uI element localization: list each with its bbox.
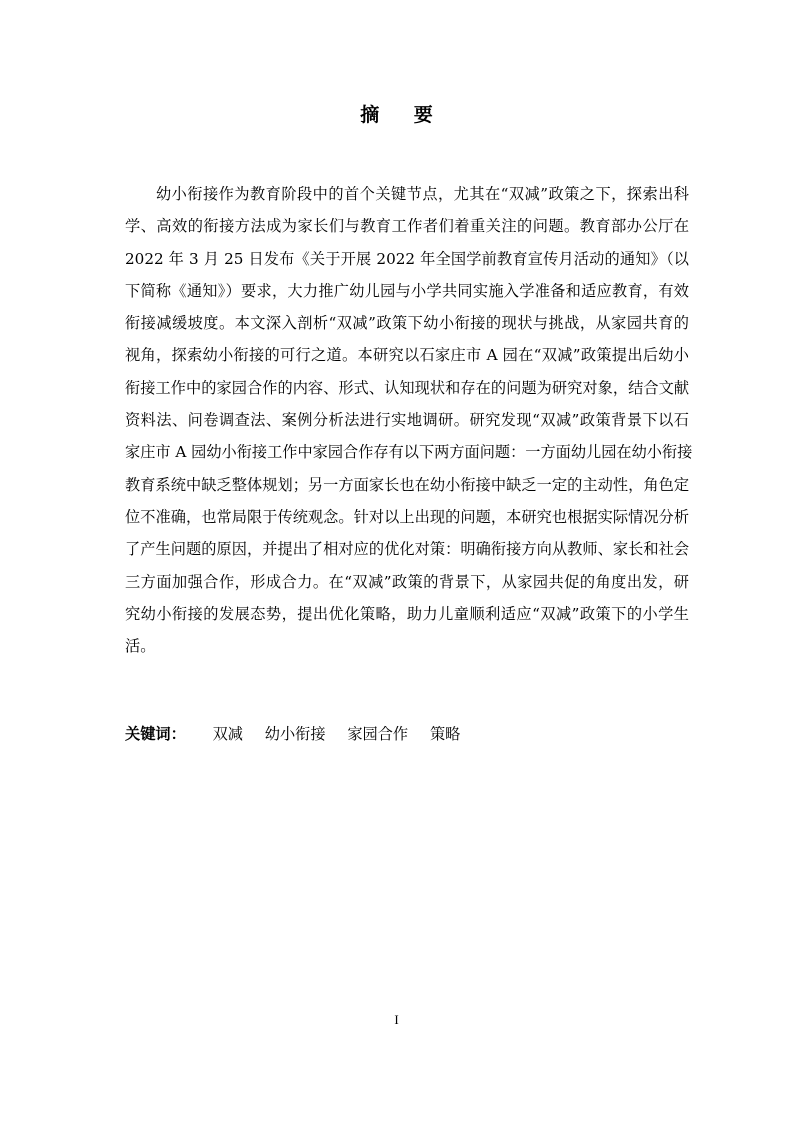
- abstract-line: 幼小衔接作为教育阶段中的首个关键节点，尤其在“双减”政策之下，探索出科: [156, 185, 689, 203]
- abstract-line: 活。: [125, 637, 156, 656]
- abstract-line: 三方面加强合作，形成合力。在“双减”政策的背景下，从家园共促的角度出发，研: [125, 572, 689, 591]
- abstract-title: 摘 要: [360, 104, 447, 126]
- abstract-line: 视角，探索幼小衔接的可行之道。本研究以石家庄市 A 园在“双减”政策提出后幼小: [125, 346, 689, 365]
- abstract-line: 了产生问题的原因，并提出了相对应的优化对策：明确衔接方向从教师、家长和社会: [125, 540, 689, 559]
- abstract-line: 位不准确，也常局限于传统观念。针对以上出现的问题，本研究也根据实际情况分析: [125, 507, 689, 526]
- abstract-line: 家庄市 A 园幼小衔接工作中家园合作存有以下两方面问题：一方面幼儿园在幼小衔接: [125, 443, 693, 462]
- abstract-line: 资料法、问卷调查法、案例分析法进行实地调研。研究发现“双减”政策背景下以石: [125, 411, 689, 430]
- abstract-line: 学、高效的衔接方法成为家长们与教育工作者们着重关注的问题。教育部办公厅在: [125, 217, 689, 236]
- abstract-line: 2022 年 3 月 25 日发布《关于开展 2022 年全国学前教育宣传月活动的通知》（以: [125, 249, 689, 268]
- keywords: [125, 720, 477, 748]
- abstract-line: 究幼小衔接的发展态势，提出优化策略，助力儿童顺利适应“双减”政策下的小学生: [125, 604, 689, 623]
- keyword-item: 幼小衔接: [264, 725, 326, 743]
- abstract-body: [125, 178, 693, 662]
- abstract-line: 衔接减缓坡度。本文深入剖析“双减”政策下幼小衔接的现状与挑战，从家园共育的: [125, 314, 689, 333]
- keywords-label: 关键词：: [125, 725, 186, 743]
- keyword-item: 家园合作: [347, 725, 409, 743]
- abstract-line: 衔接工作中的家园合作的内容、形式、认知现状和存在的问题为研究对象，结合文献: [125, 378, 689, 397]
- page-number: I: [394, 1012, 399, 1027]
- abstract-line: 下简称《通知》）要求，大力推广幼儿园与小学共同实施入学准备和适应教育，有效: [125, 281, 689, 300]
- keyword-item: 双减: [212, 725, 243, 743]
- keyword-item: 策略: [429, 725, 461, 743]
- abstract-line: 教育系统中缺乏整体规划；另一方面家长也在幼小衔接中缺乏一定的主动性，角色定: [125, 475, 689, 494]
